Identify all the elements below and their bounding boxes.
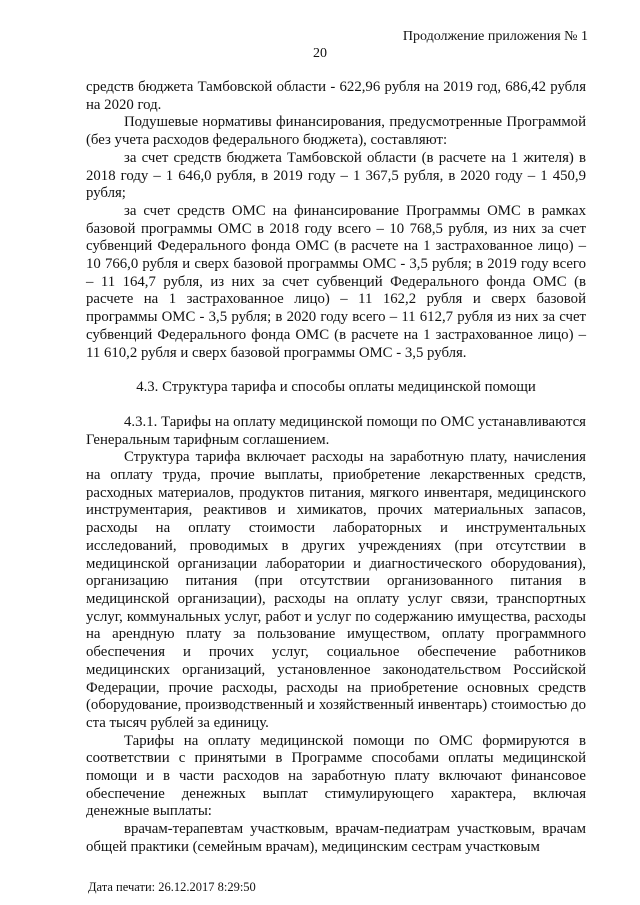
paragraph-per-capita-norms: Подушевые нормативы финансирования, предусмотренные Программой (без учета расходов федерального бюджета), составляют: xyxy=(86,114,586,149)
section-heading: 4.3. Структура тарифа и способы оплаты медицинской помощи xyxy=(136,379,536,396)
page-number: 20 xyxy=(313,46,327,61)
paragraph-budget-costs: средств бюджета Тамбовской области - 622,96 рубля на 2019 год, 686,42 рубля на 2020 год. xyxy=(86,79,586,113)
paragraph-tariff-formation: Тарифы на оплату медицинской помощи по ОМС формируются в соответствии с принятыми в Программе способами оплаты медицинской помощи и в части расходов на заработную плату включают финансовое обеспечение денежных выплат стимулирующего характера, включая денежные выплаты: xyxy=(86,732,586,820)
document-body xyxy=(86,79,586,857)
paragraph-physicians: врачам-терапевтам участковым, врачам-педиатрам участковым, врачам общей практики (семейным врачам), медицинским сестрам участковым xyxy=(86,821,586,855)
paragraph-tariff-structure: Структура тарифа включает расходы на заработную плату, начисления на оплату труда, прочие выплаты, приобретение лекарственных средств, расходных материалов, продуктов питания, мягкого инвентаря, медицинского инструментария, реактивов и химикатов, прочих материальных запасов, расходы на оплату стоимости лабораторных и инструментальных исследований, проводимых в других учреждениях (при отсутствии в медицинской организации лаборатории и диагностического оборудования), организацию питания (при отсутствии организованного питания в медицинской организации), расходы на оплату услуг связи, транспортных услуг, коммунальных услуг, работ и услуг по содержанию имущества, расходы на арендную плату за пользование имуществом, оплату программного обеспечения и прочих услуг, социальное обеспечение работников медицинских организаций, установленное законодательством Российской Федерации, прочие расходы, расходы на приобретение основных средств (оборудование, производственный и хозяйственный инвентарь) стоимостью до ста тысяч рублей за единицу. xyxy=(86,449,586,731)
paragraph-oms-funds: за счет средств ОМС на финансирование Программы ОМС в рамках базовой программы ОМС в 2018 году всего – 10 768,5 рубля, из них за счет субвенций Федерального фонда ОМС (в расчете на 1 застрахованное лицо) – 10 766,0 рубля и сверх базовой программы ОМС - 3,5 рубля; в 2019 году всего – 11 164,7 рубля, из них за счет субвенций Федерального фонда ОМС (в расчете на 1 застрахованное лицо) – 11 162,2 рубля и сверх базовой программы ОМС - 3,5 рубля; в 2020 году всего – 11 612,7 рубля из них за счет субвенций Федерального фонда ОМС (в расчете на 1 застрахованное лицо) – 11 610,2 рубля и сверх базовой программы ОМС - 3,5 рубля. xyxy=(86,202,586,361)
paragraph-tariffs: 4.3.1. Тарифы на оплату медицинской помощи по ОМС устанавливаются Генеральным тарифным соглашением. xyxy=(86,413,586,448)
print-date-footer: Дата печати: 26.12.2017 8:29:50 xyxy=(88,880,256,894)
continuation-header: Продолжение приложения № 1 xyxy=(402,29,588,44)
paragraph-regional-budget: за счет средств бюджета Тамбовской области (в расчете на 1 жителя) в 2018 году – 1 646,0 рубля, в 2019 году – 1 367,5 рубля, в 2020 году – 1 450,9 рубля; xyxy=(86,149,586,202)
